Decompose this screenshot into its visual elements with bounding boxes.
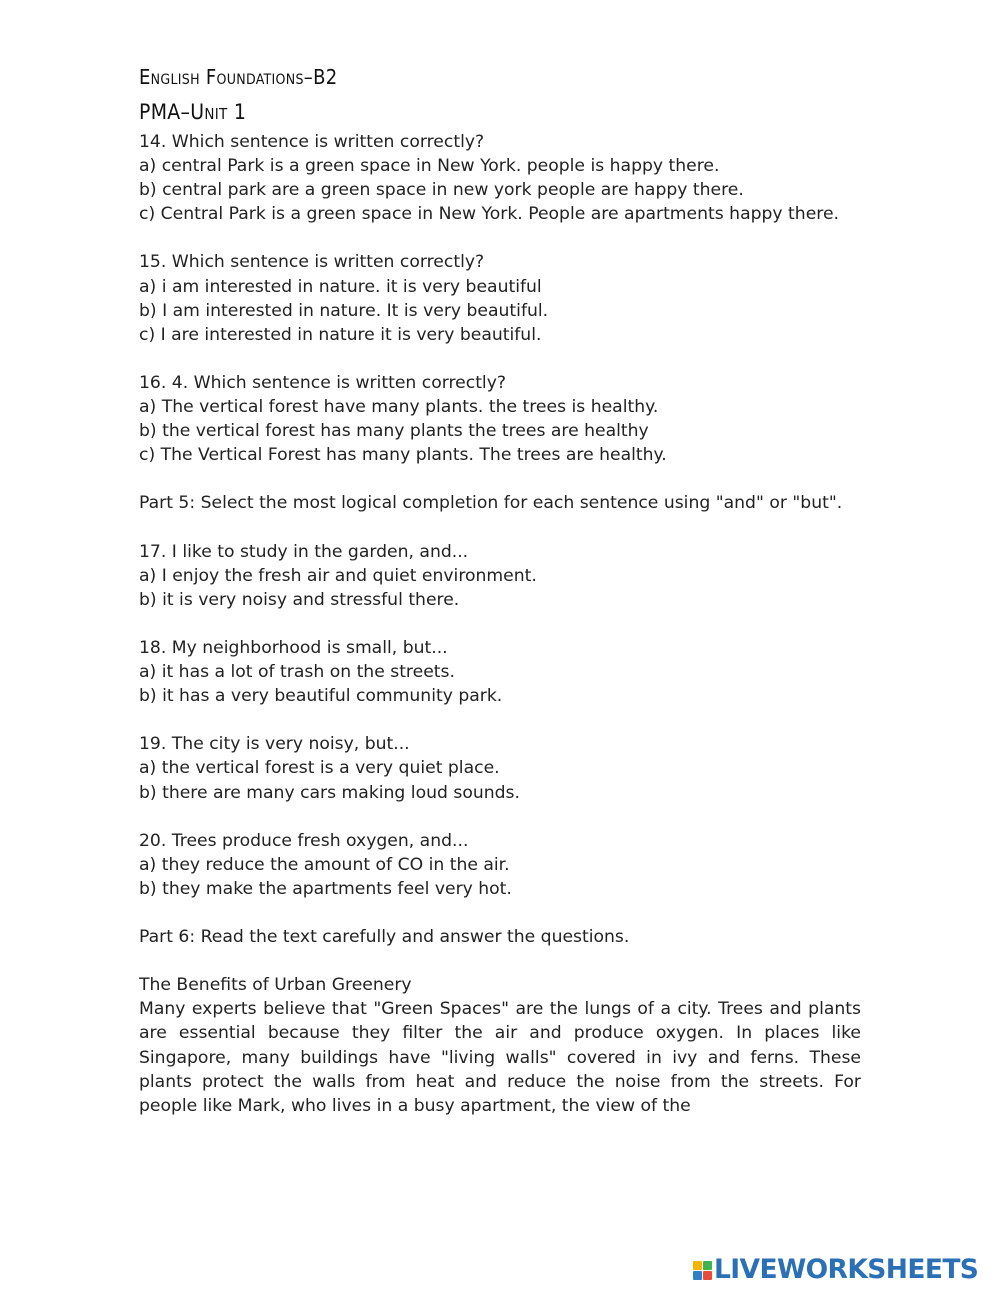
- answer-option-b[interactable]: b) it has a very beautiful community park.: [139, 686, 503, 707]
- answer-option-b[interactable]: b) there are many cars making loud sounds.: [139, 782, 520, 803]
- answer-option-c[interactable]: c) I are interested in nature it is very beautiful.: [139, 324, 542, 345]
- part-6-instructions: Part 6: Read the text carefully and answer the questions.: [139, 927, 630, 948]
- answer-option-c[interactable]: c) The Vertical Forest has many plants. The trees are healthy.: [139, 445, 667, 466]
- question-16: [139, 371, 861, 467]
- answer-option-b[interactable]: b) it is very noisy and stressful there.: [139, 589, 460, 610]
- reading-body: Many experts believe that "Green Spaces" are the lungs of a city. Trees and plants are essential because they filter the air and produce oxygen. In places like Singapore, many buildings have "living walls" covered in ivy and ferns. These plants protect the walls from heat and reduce the noise from the streets. For people like Mark, who lives in a busy apartment, the view of the: [139, 999, 861, 1116]
- logo-tiles-icon: [693, 1261, 712, 1280]
- question-17: [139, 540, 861, 612]
- answer-option-a[interactable]: a) The vertical forest have many plants. the trees is healthy.: [139, 397, 659, 418]
- answer-option-b[interactable]: b) the vertical forest has many plants the trees are healthy: [139, 421, 649, 442]
- question-19: [139, 732, 861, 804]
- question-stem: 14. Which sentence is written correctly?: [139, 132, 485, 152]
- question-stem: 15. Which sentence is written correctly?: [139, 252, 485, 273]
- question-stem: 16. 4. Which sentence is written correctly?: [139, 372, 506, 393]
- logo-tile: [693, 1271, 702, 1280]
- answer-option-c[interactable]: c) Central Park is a green space in New York. People are apartments happy there.: [139, 204, 839, 225]
- reading-title: The Benefits of Urban Greenery: [139, 975, 412, 996]
- answer-option-a[interactable]: a) it has a lot of trash on the streets.: [139, 662, 455, 683]
- question-stem: 19. The city is very noisy, but...: [139, 734, 410, 755]
- part-5-instructions: Part 5: Select the most logical completion for each sentence using "and" or "but".: [139, 493, 843, 514]
- question-18: [139, 636, 861, 708]
- question-stem: 17. I like to study in the garden, and...: [139, 541, 469, 562]
- answer-option-a[interactable]: a) they reduce the amount of CO in the air.: [139, 854, 510, 875]
- answer-option-b[interactable]: b) they make the apartments feel very hot.: [139, 878, 512, 899]
- question-stem: 18. My neighborhood is small, but...: [139, 637, 448, 658]
- answer-option-a[interactable]: a) central Park is a green space in New York. people is happy there.: [139, 156, 720, 177]
- answer-option-a[interactable]: a) the vertical forest is a very quiet place.: [139, 758, 500, 779]
- worksheet-page: [139, 60, 861, 1118]
- question-14: [139, 130, 861, 226]
- reading-passage: [139, 973, 861, 1118]
- question-20: [139, 829, 861, 901]
- question-15: [139, 250, 861, 346]
- logo-tile: [703, 1271, 712, 1280]
- question-stem: 20. Trees produce fresh oxygen, and...: [139, 830, 469, 851]
- logo-tile: [693, 1261, 702, 1270]
- logo-tile: [703, 1261, 712, 1270]
- answer-option-a[interactable]: a) I enjoy the fresh air and quiet environment.: [139, 565, 537, 586]
- course-title: English Foundations–B2: [139, 65, 338, 89]
- answer-option-a[interactable]: a) i am interested in nature. it is very beautiful: [139, 276, 542, 297]
- unit-title: PMA–Unit 1: [139, 100, 247, 124]
- liveworksheets-logo[interactable]: [693, 1256, 978, 1284]
- answer-option-b[interactable]: b) central park are a green space in new york people are happy there.: [139, 180, 744, 201]
- answer-option-b[interactable]: b) I am interested in nature. It is very beautiful.: [139, 300, 549, 321]
- logo-wordmark: LIVEWORKSHEETS: [714, 1254, 979, 1285]
